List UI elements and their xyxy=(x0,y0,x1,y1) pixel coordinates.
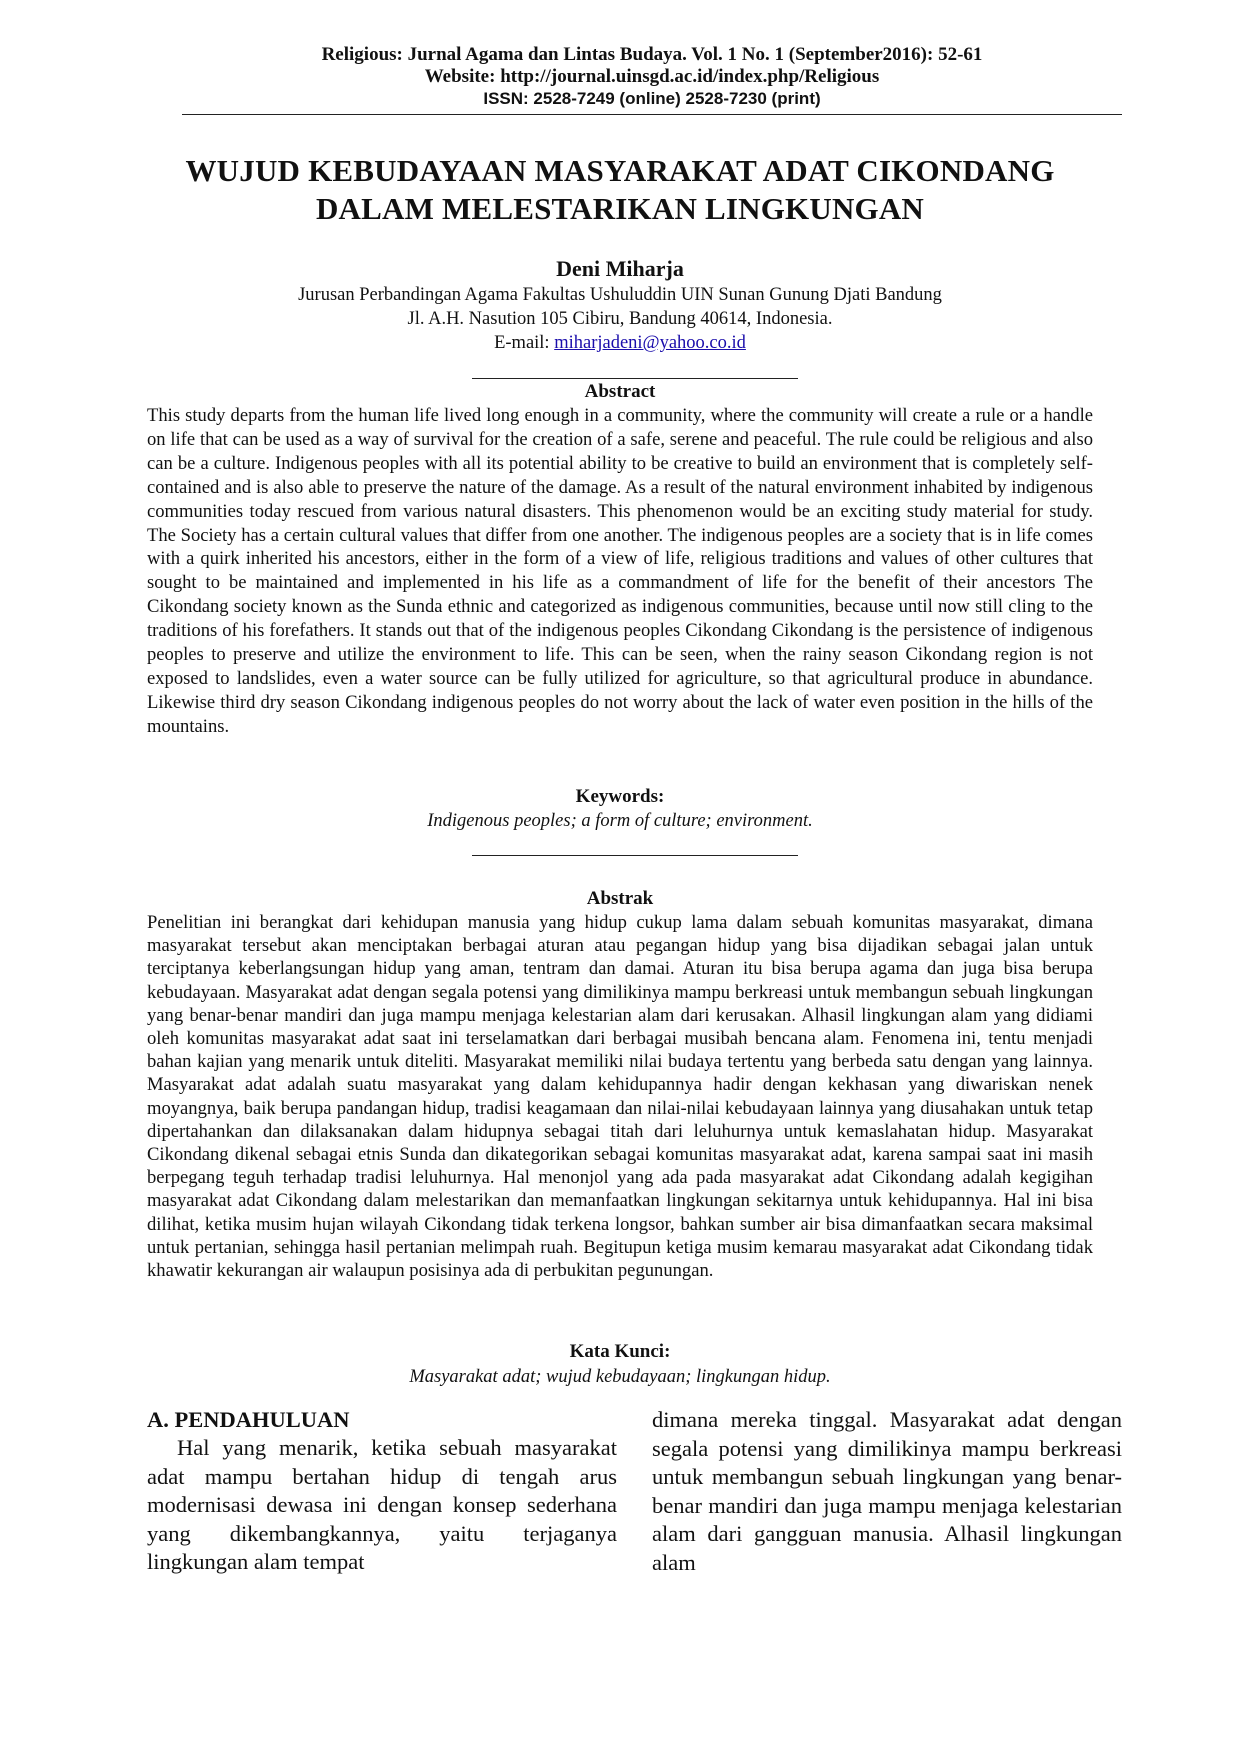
intro-right-column xyxy=(652,1406,1122,1577)
divider-middle xyxy=(472,855,798,856)
intro-left-column xyxy=(147,1406,617,1577)
paper-title xyxy=(130,152,1110,228)
journal-issn: ISSN: 2528-7249 (online) 2528-7230 (print) xyxy=(483,89,821,108)
keywords-heading: Keywords: xyxy=(575,786,665,807)
divider-top xyxy=(472,378,798,379)
kata-kunci-heading: Kata Kunci: xyxy=(569,1341,671,1362)
paper-title-line-1: WUJUD KEBUDAYAAN MASYARAKAT ADAT CIKONDANG xyxy=(185,153,1055,188)
keywords-text: Indigenous peoples; a form of culture; environment. xyxy=(427,811,813,831)
abstrak-heading: Abstrak xyxy=(586,888,654,909)
journal-citation: Religious: Jurnal Agama dan Lintas Budaya. Vol. 1 No. 1 (September2016): 52-61 xyxy=(321,44,983,65)
section-heading-pendahuluan: A. PENDAHULUAN xyxy=(147,1407,350,1432)
intro-paragraph-left: Hal yang menarik, ketika sebuah masyarakat adat mampu bertahan hidup di tengah arus modernisasi dewasa ini dengan konsep sederhana yang dikembangkannya, yaitu terjaganya lingkungan alam tempat xyxy=(147,1435,617,1574)
author-affiliation-block xyxy=(130,283,1110,355)
journal-website: Website: http://journal.uinsgd.ac.id/index.php/Religious xyxy=(424,66,880,87)
author-affiliation: Jurusan Perbandingan Agama Fakultas Ushuluddin UIN Sunan Gunung Djati Bandung xyxy=(298,285,942,305)
author-email-link[interactable]: miharjadeni@yahoo.co.id xyxy=(554,333,746,353)
intro-paragraph-right: dimana mereka tinggal. Masyarakat adat dengan segala potensi yang dimilikinya mampu berkreasi untuk membangun sebuah lingkungan yang benar-benar mandiri dan juga mampu menjaga kelestarian alam dari gangguan manusia. Alhasil lingkungan alam xyxy=(652,1407,1122,1575)
email-label: E-mail: xyxy=(494,333,550,353)
header-rule xyxy=(182,114,1122,115)
author-email-line xyxy=(130,331,1110,355)
author-address: Jl. A.H. Nasution 105 Cibiru, Bandung 40614, Indonesia. xyxy=(407,309,833,329)
kata-kunci-text: Masyarakat adat; wujud kebudayaan; lingkungan hidup. xyxy=(409,1367,831,1387)
abstract-text: This study departs from the human life lived long enough in a community, where the community will create a rule or a handle on life that can be used as a way of survival for the creation of a safe, serene and peaceful. The rule could be religious and also can be a culture. Indigenous peoples with all its potential ability to be creative to build an environment that is completely self-contained and is also able to preserve the nature of the damage. As a result of the natural environment inhabited by indigenous communities today rescued from various natural disasters. This phenomenon would be an exciting study material for study. The Society has a certain cultural values that differ from one another. The indigenous peoples are a society that is in life comes with a quirk inherited his ancestors, either in the form of a view of life, religious traditions and values of other cultures that sought to be maintained and implemented in his life as a commandment of life for the benefit of their ancestors The Cikondang society known as the Sunda ethnic and categorized as indigenous communities, because until now still cling to the traditions of his forefathers. It stands out that of the indigenous peoples Cikondang Cikondang is the persistence of indigenous peoples to preserve and utilize the environment to life. This can be seen, when the rainy season Cikondang region is not exposed to landslides, even a water source can be fully utilized for agriculture, so that agricultural produce in abundance. Likewise third dry season Cikondang indigenous peoples do not worry about the lack of water even position in the hills of the mountains. xyxy=(147,405,1093,737)
running-head xyxy=(182,44,1122,110)
paper-title-line-2: DALAM MELESTARIKAN LINGKUNGAN xyxy=(315,191,925,226)
abstrak-text: Penelitian ini berangkat dari kehidupan manusia yang hidup cukup lama dalam sebuah komunitas masyarakat, dimana masyarakat tersebut akan menciptakan berbagai aturan atau pegangan hidup yang bisa dijadikan sebagai jalan untuk terciptanya keberlangsungan hidup yang aman, tentram dan damai. Aturan itu bisa berupa agama dan juga bisa berupa kebudayaan. Masyarakat adat dengan segala potensi yang dimilikinya mampu berkreasi untuk membangun sebuah lingkungan yang benar-benar mandiri dan juga mampu menjaga kelestarian alam dari kerusakan. Alhasil lingkungan alam yang didiami oleh komunitas masyarakat adat saat ini terselamatkan dari berbagai musibah bencana alam. Fenomena ini, tentu menjadi bahan kajian yang menarik untuk diteliti. Masyarakat memiliki nilai budaya tertentu yang berbeda satu dengan yang lainnya. Masyarakat adat adalah suatu masyarakat yang dalam kehidupannya hadir dengan kekhasan yang diwariskan nenek moyangnya, baik berupa pandangan hidup, tradisi keagamaan dan nilai-nilai kebudayaan lainnya yang diusahakan untuk tetap dipertahankan dan dilaksanakan dalam hidupnya sebagai titah dari leluhurnya untuk kemaslahatan hidup. Masyarakat Cikondang dikenal sebagai etnis Sunda dan dikategorikan sebagai komunitas masyarakat adat, karena sampai saat ini masih berpegang teguh terhadap tradisi leluhurnya. Hal menonjol yang ada pada masyarakat adat Cikondang adalah kegigihan masyarakat adat Cikondang dalam melestarikan dan memanfaatkan lingkungan sekitarnya untuk kehidupannya. Hal ini bisa dilihat, ketika musim hujan wilayah Cikondang tidak terkena longsor, bahkan sumber air bisa dimanfaatkan secara maksimal untuk pertanian, sehingga hasil pertanian melimpah ruah. Begitupun ketiga musim kemarau masyarakat adat Cikondang tidak khawatir kekurangan air walaupun posisinya ada di perbukitan pegunungan. xyxy=(147,912,1093,1282)
abstract-heading: Abstract xyxy=(584,381,656,402)
author-name: Deni Miharja xyxy=(556,256,684,281)
